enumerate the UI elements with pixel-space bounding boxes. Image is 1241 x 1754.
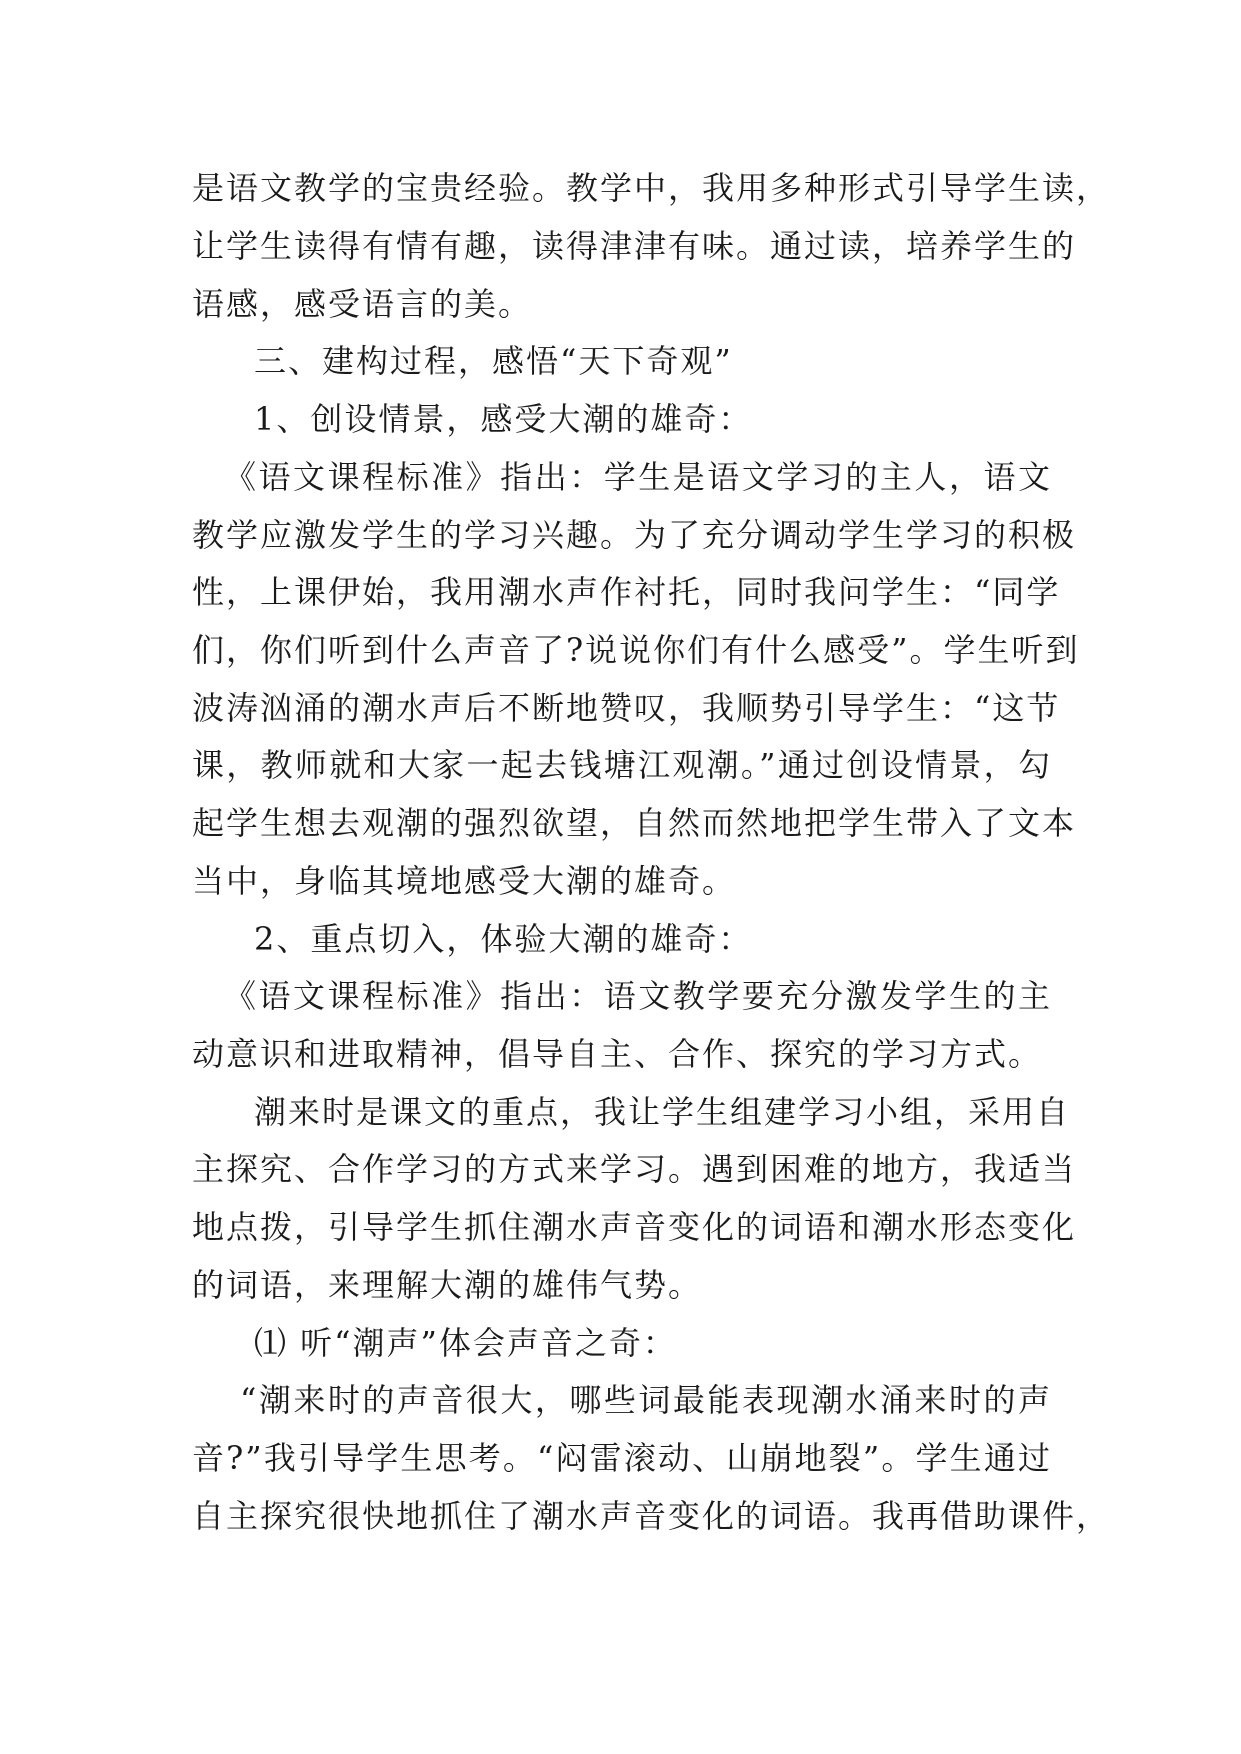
paragraph-line: 潮来时是课文的重点，我让学生组建学习小组，采用自 <box>254 1093 1071 1131</box>
paragraph-line: 性，上课伊始，我用潮水声作衬托，同时我问学生：“同学 <box>192 573 1061 611</box>
paragraph-line: 的词语，来理解大潮的雄伟气势。 <box>192 1266 703 1304</box>
paragraph-line: “潮来时的声音很大，哪些词最能表现潮水涌来时的声 <box>240 1381 1052 1419</box>
subsection-heading: ⑴ 听“潮声”体会声音之奇： <box>254 1324 677 1362</box>
paragraph-line: 地点拨，引导学生抓住潮水声音变化的词语和潮水形态变化 <box>192 1208 1077 1246</box>
subsection-heading: 2、重点切入，体验大潮的雄奇： <box>254 920 753 958</box>
paragraph-line: 主探究、合作学习的方式来学习。遇到困难的地方，我适当 <box>192 1150 1077 1188</box>
paragraph-line: 《语文课程标准》指出：学生是语文学习的主人，语文 <box>224 458 1052 496</box>
paragraph-line: 课，教师就和大家一起去钱塘江观潮。”通过创设情景，勾 <box>192 746 1052 784</box>
section-heading: 三、建构过程，感悟“天下奇观” <box>254 342 733 380</box>
paragraph-line: 当中，身临其境地感受大潮的雄奇。 <box>192 862 737 900</box>
paragraph-line: 波涛汹涌的潮水声后不断地赞叹，我顺势引导学生：“这节 <box>192 689 1061 727</box>
paragraph-line: 们，你们听到什么声音了?说说你们有什么感受”。学生听到 <box>192 631 1080 669</box>
paragraph-line: 自主探究很快地抓住了潮水声音变化的词语。我再借助课件， <box>192 1497 1111 1535</box>
subsection-heading: 1、创设情景，感受大潮的雄奇： <box>254 400 753 438</box>
paragraph-line: 起学生想去观潮的强烈欲望，自然而然地把学生带入了文本 <box>192 804 1077 842</box>
paragraph-line: 教学应激发学生的学习兴趣。为了充分调动学生学习的积极 <box>192 516 1077 554</box>
paragraph-line: 音?”我引导学生思考。“闷雷滚动、山崩地裂”。学生通过 <box>192 1439 1052 1477</box>
paragraph-line: 《语文课程标准》指出：语文教学要充分激发学生的主 <box>224 977 1052 1015</box>
paragraph-line: 让学生读得有情有趣，读得津津有味。通过读，培养学生的 <box>192 227 1077 265</box>
paragraph-line: 动意识和进取精神，倡导自主、合作、探究的学习方式。 <box>192 1035 1043 1073</box>
paragraph-line: 是语文教学的宝贵经验。教学中，我用多种形式引导学生读， <box>192 169 1111 207</box>
paragraph-line: 语感，感受语言的美。 <box>192 285 533 323</box>
